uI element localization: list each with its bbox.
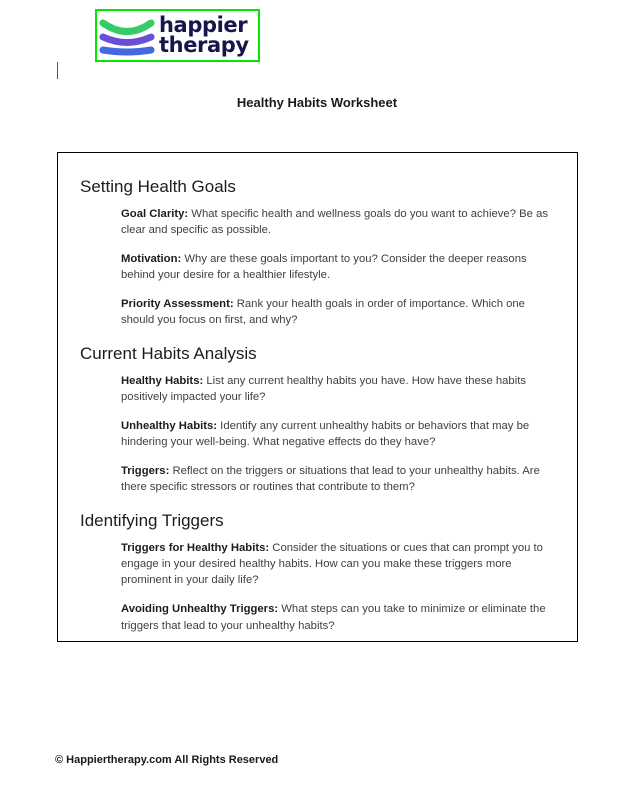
prompt-label: Triggers for Healthy Habits: [121,542,270,555]
prompt-text: What steps can you take to minimize or eliminate the triggers that lead to your unhealthy habits? [121,603,546,632]
worksheet-prompt [80,251,555,283]
worksheet-prompt [80,601,555,633]
logo-line-2: therapy [159,32,249,57]
prompt-text: Rank your health goals in order of importance. Which one should you focus on first, and why? [121,298,525,327]
prompt-text: What specific health and wellness goals do you want to achieve? Be as clear and specific as possible. [121,208,549,237]
text-caret [57,62,58,79]
prompt-text: Why are these goals important to you? Consider the deeper reasons behind your desire for a healthier lifestyle. [121,253,527,282]
happier-therapy-logo [95,9,260,62]
worksheet-section [80,511,555,633]
page-title: Healthy Habits Worksheet [236,95,398,110]
logo-line-1: happier [159,12,248,37]
prompt-label: Avoiding Unhealthy Triggers: [121,603,279,616]
prompt-text: Consider the situations or cues that can prompt you to engage in your desired healthy habits. How can you make these triggers more prominent in your daily life? [121,542,543,587]
worksheet-prompt [80,206,555,238]
prompt-text: List any current healthy habits you have. How have these habits positively impacted your life? [121,375,527,404]
worksheet-section [80,177,555,328]
sections-container [80,177,555,634]
section-heading: Current Habits Analysis [80,344,257,364]
logo-waves-icon [98,13,156,59]
worksheet-prompt [80,463,555,495]
section-heading: Identifying Triggers [80,511,224,531]
prompt-label: Unhealthy Habits: [121,420,218,433]
worksheet-prompt [80,540,555,588]
worksheet-prompt [80,296,555,328]
copyright-footer: © Happiertherapy.com All Rights Reserved [55,754,279,766]
prompt-text: Reflect on the triggers or situations that lead to your unhealthy habits. Are there specific stressors or routines that contribute to them? [121,465,540,494]
worksheet-content-box [57,152,578,642]
worksheet-prompt [80,373,555,405]
prompt-label: Goal Clarity: [121,208,189,220]
logo-wordmark [159,12,249,57]
prompt-label: Triggers: [121,465,170,478]
prompt-label: Motivation: [121,253,182,266]
worksheet-prompt [80,418,555,450]
prompt-label: Priority Assessment: [121,298,234,311]
prompt-text: Identify any current unhealthy habits or behaviors that may be hindering your well-being. What negative effects do they have? [121,420,530,449]
prompt-label: Healthy Habits: [121,375,204,388]
section-heading: Setting Health Goals [80,177,236,196]
worksheet-section [80,344,555,495]
